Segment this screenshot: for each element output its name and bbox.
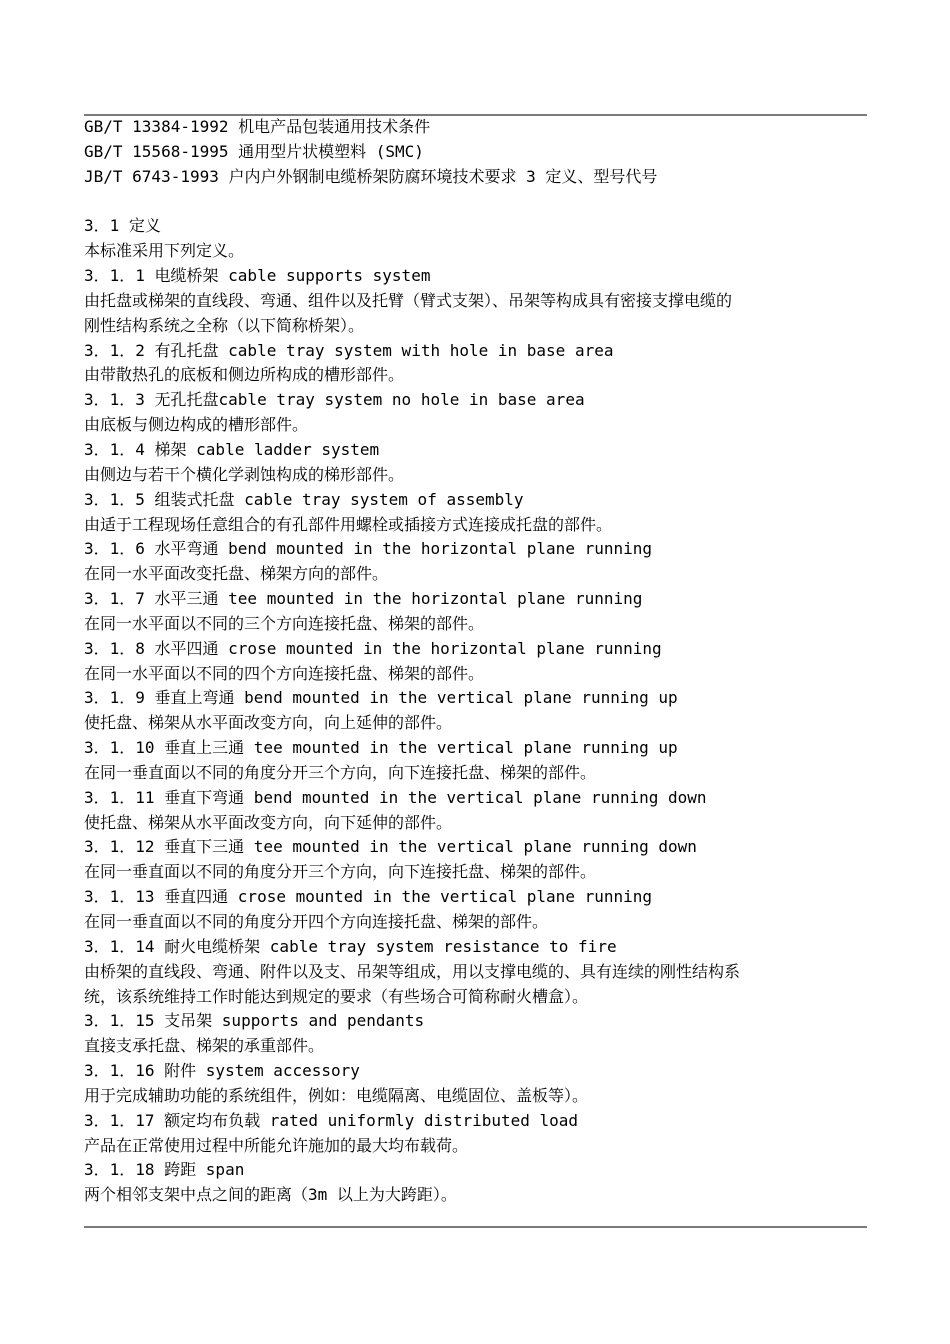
- definition-term: 3．1．3 无孔托盘cable tray system no hole in base area: [84, 390, 585, 410]
- definition-term: 3．1．2 有孔托盘 cable tray system with hole in base area: [84, 340, 614, 360]
- definition-term: 3．1．10 垂直上三通 tee mounted in the vertical plane running up: [84, 738, 678, 758]
- definition-term: 3．1．11 垂直下弯通 bend mounted in the vertical plane running down: [84, 787, 707, 807]
- definition-text: 刚性结构系统之全称（以下简称桥架）。: [84, 315, 365, 335]
- definition-term: 3．1．14 耐火电缆桥架 cable tray system resistance to fire: [84, 936, 617, 956]
- definition-list: [84, 264, 874, 1208]
- definition-term: 3．1．4 梯架 cable ladder system: [84, 439, 380, 459]
- definition-text: 在同一水平面以不同的三个方向连接托盘、梯架的部件。: [84, 613, 485, 633]
- definition-term: 3．1．12 垂直下三通 tee mounted in the vertical plane running down: [84, 837, 697, 857]
- definition-term: 3．1．6 水平弯通 bend mounted in the horizontal plane running: [84, 539, 653, 559]
- definition-text: 统，该系统维持工作时能达到规定的要求（有些场合可简称耐火槽盒）。: [84, 986, 589, 1006]
- reference-line: GB/T 15568-1995 通用型片状模塑料 (SMC): [84, 141, 424, 161]
- definition-text: 在同一水平面以不同的四个方向连接托盘、梯架的部件。: [84, 663, 485, 683]
- reference-line: GB/T 13384-1992 机电产品包装通用技术条件: [84, 117, 431, 136]
- definition-text: 在同一垂直面以不同的角度分开三个方向，向下连接托盘、梯架的部件。: [84, 762, 597, 782]
- definition-term: 3．1．9 垂直上弯通 bend mounted in the vertical plane running up: [84, 688, 678, 708]
- spacer: [84, 190, 874, 215]
- definition-term: 3．1．17 额定均布负载 rated uniformly distributed load: [84, 1110, 579, 1130]
- definition-term: 3．1．5 组装式托盘 cable tray system of assembly: [84, 489, 524, 509]
- definition-text: 直接支承托盘、梯架的承重部件。: [84, 1036, 325, 1056]
- definition-term: 3．1．7 水平三通 tee mounted in the horizontal plane running: [84, 589, 643, 609]
- definition-text: 由托盘或梯架的直线段、弯通、组件以及托臂（臂式支架）、吊架等构成具有密接支撑电缆的: [84, 290, 733, 310]
- bottom-rule: [84, 1226, 867, 1228]
- definition-term: 3．1．13 垂直四通 crose mounted in the vertical plane running: [84, 887, 653, 907]
- definition-text: 产品在正常使用过程中所能允许施加的最大均布载荷。: [84, 1135, 469, 1155]
- definition-term: 3．1．15 支吊架 supports and pendants: [84, 1011, 425, 1031]
- definition-text: 由带散热孔的底板和侧边所构成的槽形部件。: [84, 365, 405, 385]
- definition-text: 在同一垂直面以不同的角度分开三个方向，向下连接托盘、梯架的部件。: [84, 862, 597, 882]
- definition-text: 由侧边与若干个横化学剥蚀构成的梯形部件。: [84, 464, 405, 484]
- definition-term: 3．1．16 附件 system accessory: [84, 1061, 360, 1081]
- section-heading: 3．1 定义: [84, 216, 161, 236]
- definition-text: 由桥架的直线段、弯通、附件以及支、吊架等组成，用以支撑电缆的、具有连续的刚性结构系: [84, 961, 741, 981]
- definition-text: 使托盘、梯架从水平面改变方向，向上延伸的部件。: [84, 713, 453, 733]
- definition-text: 在同一垂直面以不同的角度分开四个方向连接托盘、梯架的部件。: [84, 912, 549, 931]
- definition-term: 3．1．18 跨距 span: [84, 1160, 245, 1180]
- definition-text: 由底板与侧边构成的槽形部件。: [84, 415, 309, 435]
- definition-text: 由适于工程现场任意组合的有孔部件用螺栓或插接方式连接成托盘的部件。: [84, 514, 613, 534]
- definition-text: 用于完成辅助功能的系统组件，例如：电缆隔离、电缆固位、盖板等）。: [84, 1085, 589, 1105]
- document-body: [84, 115, 874, 1208]
- definition-term: 3．1．1 电缆桥架 cable supports system: [84, 266, 431, 286]
- definition-text: 在同一水平面改变托盘、梯架方向的部件。: [84, 564, 389, 584]
- section-intro: 本标准采用下列定义。: [84, 241, 245, 261]
- definition-text: 两个相邻支架中点之间的距离（3m 以上为大跨距）。: [84, 1185, 457, 1205]
- definition-text: 使托盘、梯架从水平面改变方向，向下延伸的部件。: [84, 812, 453, 832]
- definition-term: 3．1．8 水平四通 crose mounted in the horizontal plane running: [84, 638, 662, 658]
- reference-line: JB/T 6743-1993 户内户外钢制电缆桥架防腐环境技术要求 3 定义、型号代号: [84, 166, 658, 186]
